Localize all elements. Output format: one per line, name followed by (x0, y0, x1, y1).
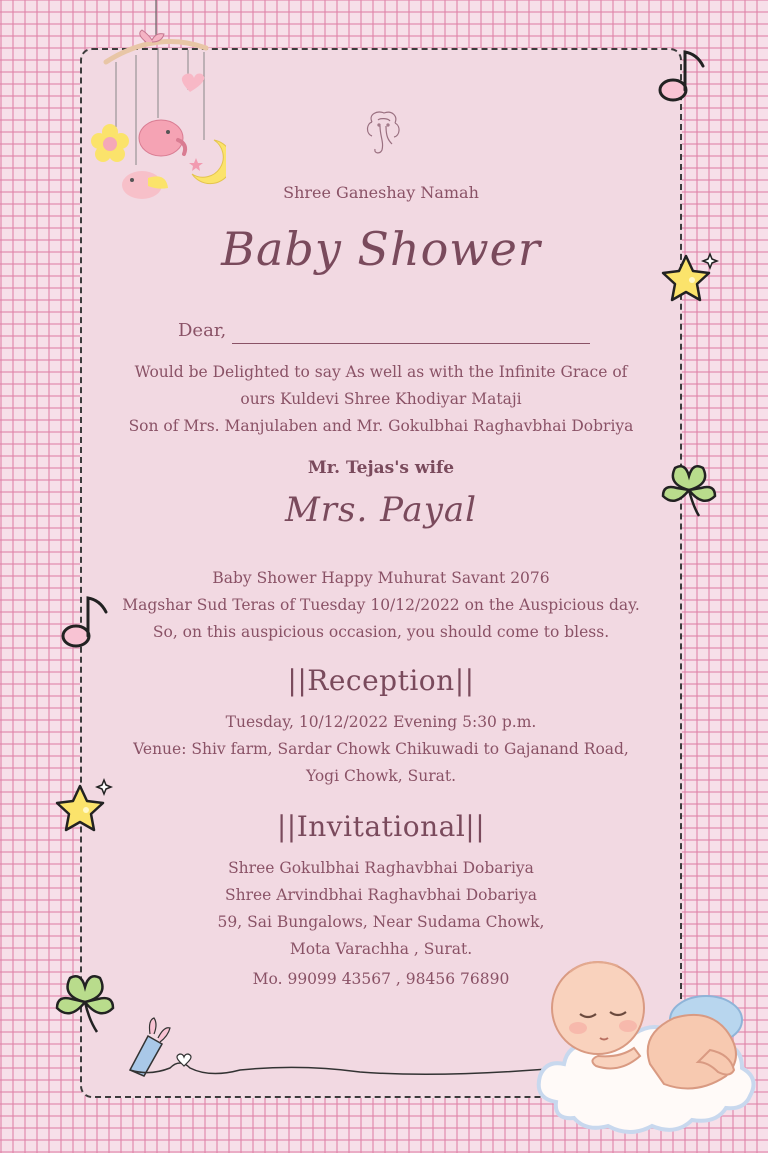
sleeping-baby-on-cloud-icon (530, 952, 762, 1142)
baby-mobile-icon (86, 0, 226, 215)
intro-line: Son of Mrs. Manjulaben and Mr. Gokulbhai Raghavbhai Dobriya (128, 417, 634, 435)
intro-line: ours Kuldevi Shree Khodiyar Mataji (240, 390, 522, 408)
intro-paragraph (80, 359, 682, 440)
muhurat-line: So, on this auspicious occasion, you should come to bless. (152, 623, 610, 641)
invitational-details (80, 855, 682, 963)
reception-details (80, 709, 682, 790)
reception-heading: ||Reception|| (287, 664, 475, 697)
muhurat-line: Magshar Sud Teras of Tuesday 10/12/2022 on the Auspicious day. (122, 596, 640, 614)
phone-numbers: Mo. 99099 43567 , 98456 76890 (252, 970, 510, 988)
star-icon (52, 774, 120, 844)
invitational-line: Shree Gokulbhai Raghavbhai Dobariya (228, 859, 534, 877)
reception-line: Yogi Chowk, Surat. (305, 767, 457, 785)
guest-name-line (232, 343, 590, 344)
muhurat-paragraph (80, 565, 682, 646)
invitational-line: 59, Sai Bungalows, Near Sudama Chowk, (217, 913, 545, 931)
star-icon (656, 248, 724, 318)
clover-icon (656, 458, 722, 524)
invitational-line: Shree Arvindbhai Raghavbhai Dobariya (224, 886, 538, 904)
honoree-name: Mrs. Payal (284, 490, 478, 530)
wife-label: Mr. Tejas's wife (307, 458, 455, 478)
reception-line: Venue: Shiv farm, Sardar Chowk Chikuwadi to Gajanand Road, (133, 740, 629, 758)
muhurat-line: Baby Shower Happy Muhurat Savant 2076 (212, 569, 550, 587)
intro-line: Would be Delighted to say As well as with the Infinite Grace of (134, 363, 628, 381)
blessing-text: Shree Ganeshay Namah (283, 183, 479, 202)
invitational-line: Mota Varachha , Surat. (289, 940, 473, 958)
reception-line: Tuesday, 10/12/2022 Evening 5:30 p.m. (225, 713, 537, 731)
bunny-tube-icon (124, 1012, 564, 1082)
dear-label: Dear, (178, 320, 227, 341)
invitation-title: Baby Shower (221, 222, 541, 276)
invitational-heading: ||Invitational|| (276, 810, 486, 843)
music-note-icon (58, 592, 112, 652)
music-note-icon (655, 44, 709, 106)
ganesha-icon (358, 108, 408, 158)
clover-icon (50, 968, 120, 1038)
